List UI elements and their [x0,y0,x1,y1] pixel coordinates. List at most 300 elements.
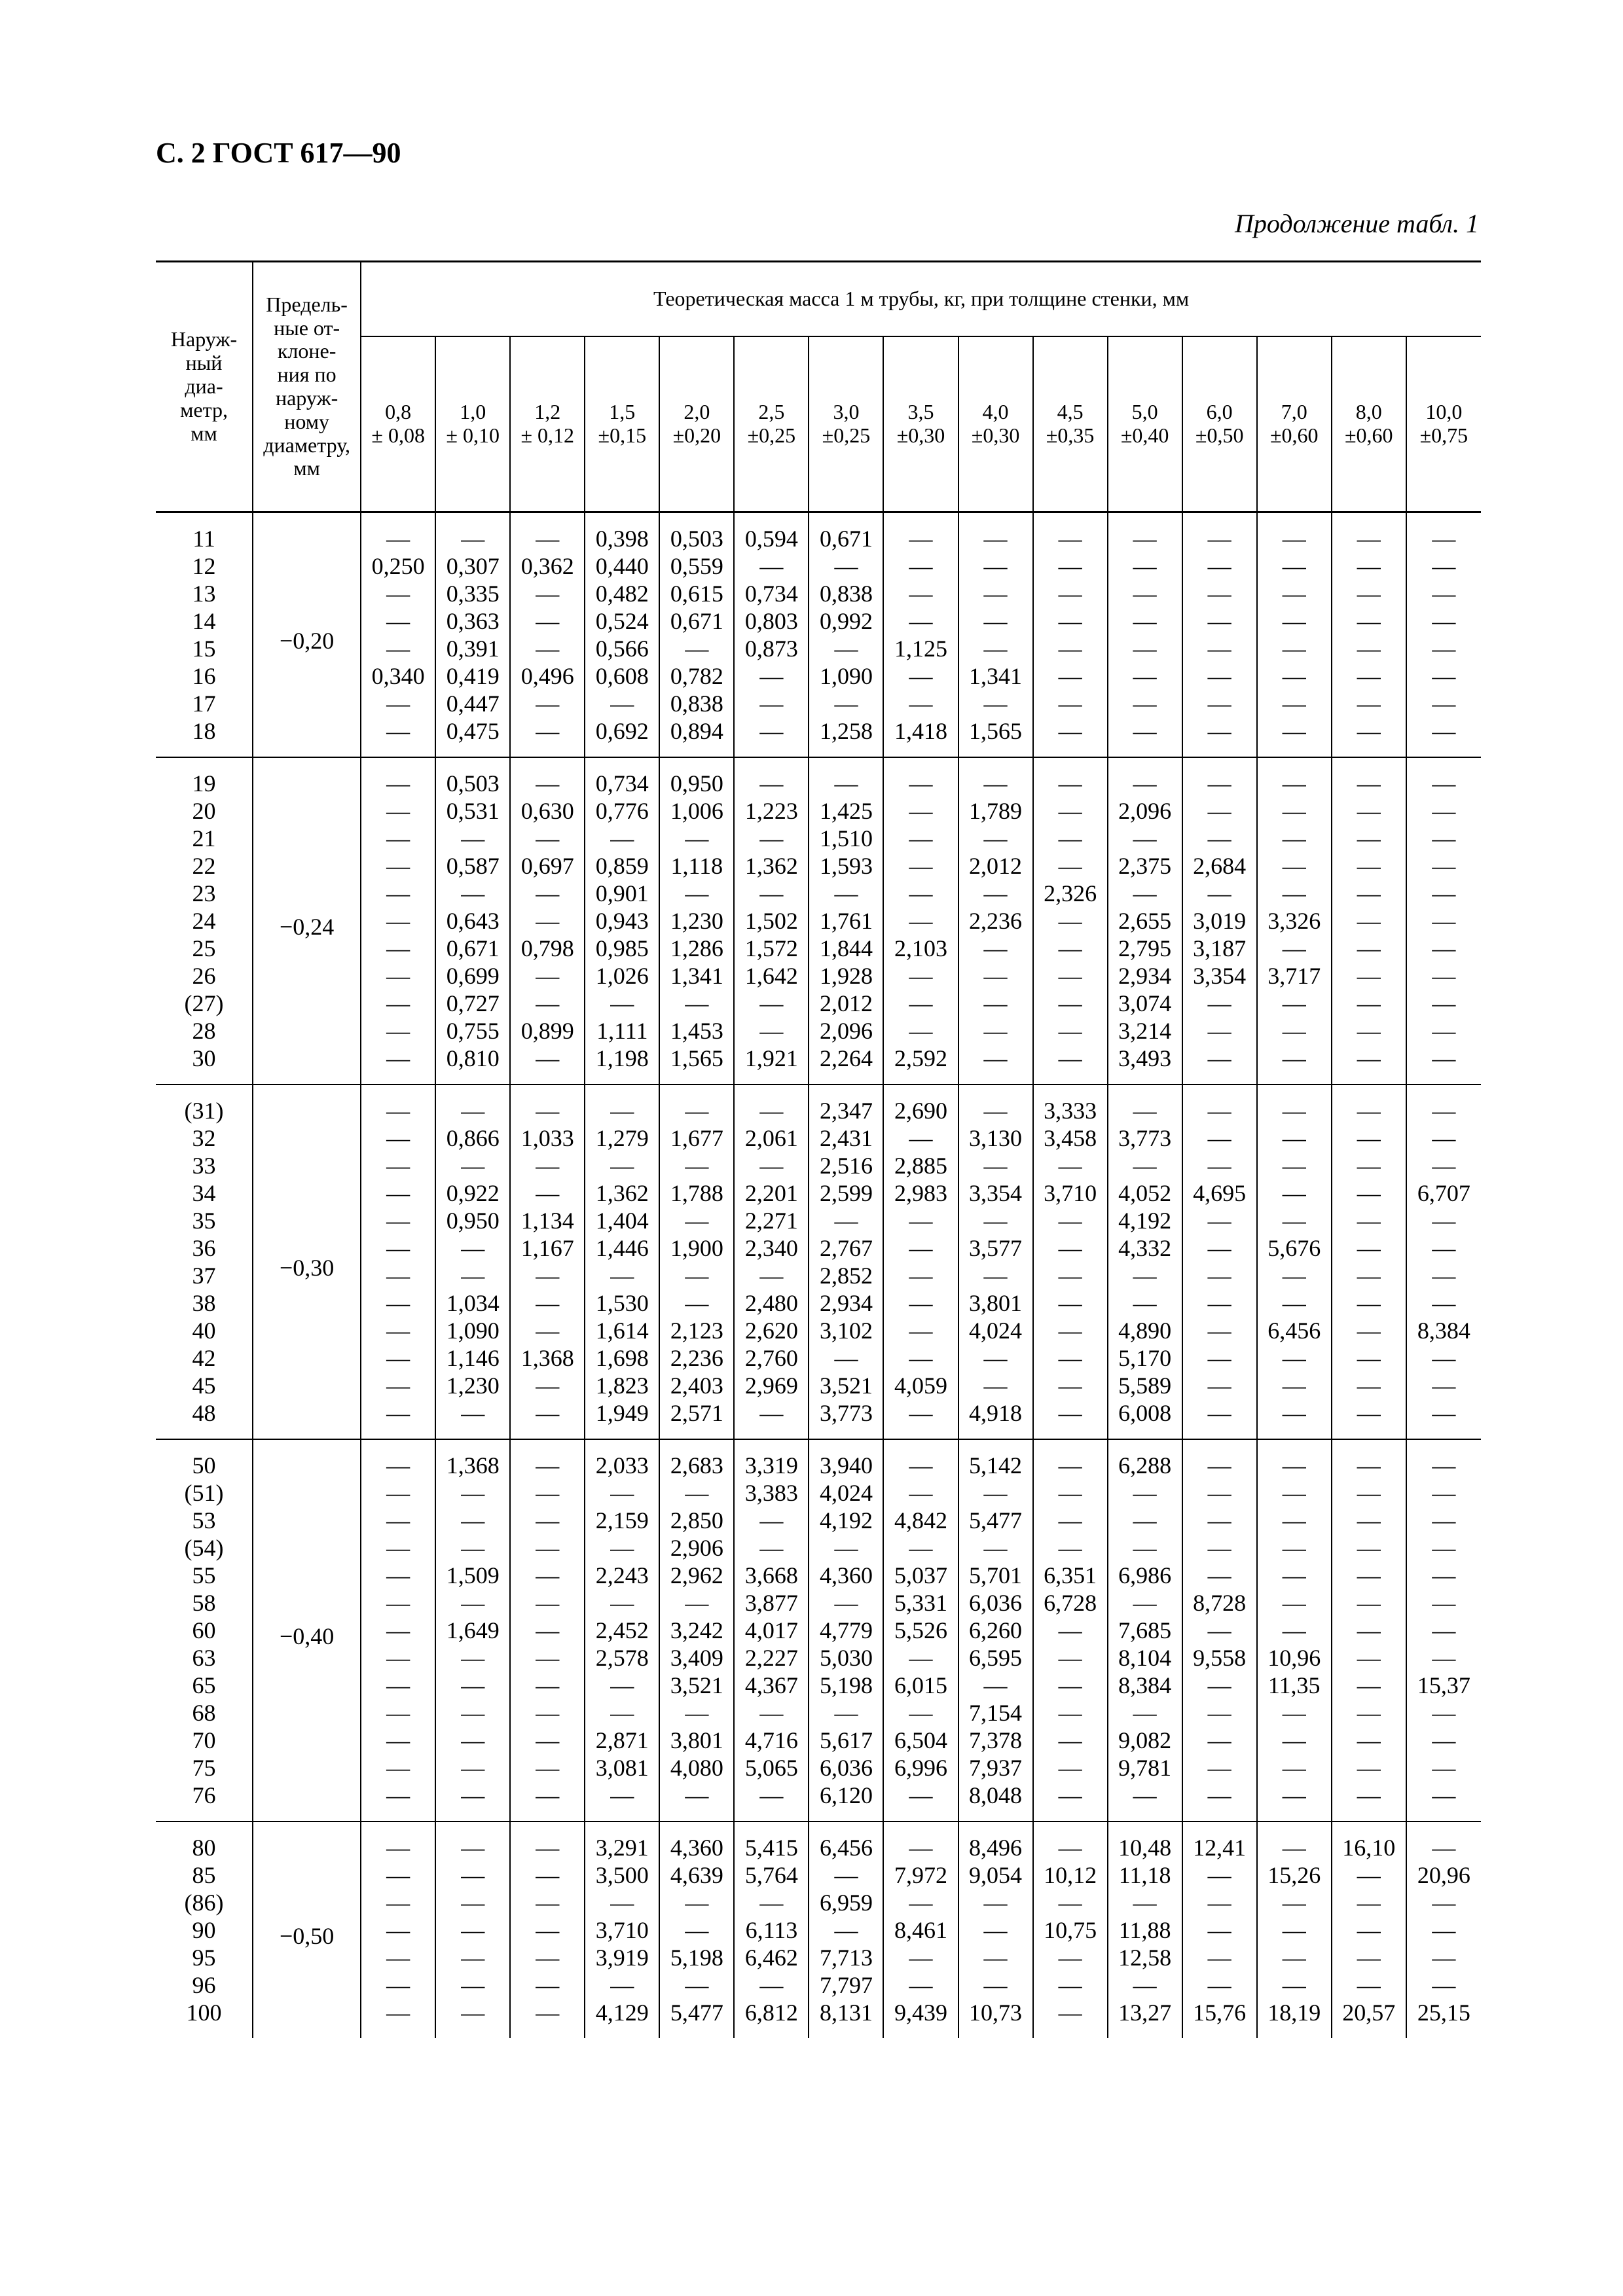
cell-mass: 0,699 [435,962,510,990]
cell-mass: — [510,1617,585,1644]
cell-mass: — [659,1152,734,1179]
cell-mass: 2,871 [585,1727,659,1754]
cell-mass: 3,019 [1182,907,1257,935]
cell-mass: — [1406,1207,1481,1234]
thickness-tolerance: ±0,15 [598,423,647,447]
cell-mass: — [1182,1234,1257,1262]
cell-mass: 1,565 [958,717,1033,757]
cell-mass: — [1182,1534,1257,1562]
cell-mass: 7,937 [958,1754,1033,1782]
header-thickness [734,336,809,512]
cell-mass: — [1332,935,1406,962]
cell-mass: — [659,1289,734,1317]
cell-mass: 1,928 [809,962,883,990]
cell-mass: — [1182,1017,1257,1045]
cell-outer-diameter: 33 [192,1153,216,1179]
cell-mass: — [1406,1344,1481,1372]
cell-mass: — [1332,1479,1406,1507]
cell-mass: 1,006 [659,797,734,825]
cell-mass: 4,639 [659,1861,734,1889]
cell-mass: — [1257,1821,1332,1861]
cell-outer-diameter: 13 [192,581,216,607]
cell-outer-diameter: 28 [192,1018,216,1044]
cell-mass: — [361,880,435,907]
cell-mass: — [883,580,958,607]
cell-mass: 2,516 [809,1152,883,1179]
cell-mass: 20,96 [1406,1861,1481,1889]
cell-mass: — [510,825,585,852]
cell-mass: 2,683 [659,1439,734,1479]
cell-mass: — [1182,1344,1257,1372]
cell-mass: — [510,1971,585,1999]
cell-mass: 2,096 [809,1017,883,1045]
cell-mass: 4,059 [883,1372,958,1399]
cell-mass: — [510,1589,585,1617]
cell-mass: — [361,1017,435,1045]
cell-mass: — [361,1179,435,1207]
cell-mass: — [1033,1045,1108,1085]
cell-mass: — [1257,1085,1332,1124]
cell-mass: — [1332,1617,1406,1644]
cell-mass: — [1406,1479,1481,1507]
cell-mass: — [1108,1534,1182,1562]
cell-mass: 0,594 [734,512,809,553]
cell-mass: — [1182,1372,1257,1399]
cell-mass: — [734,825,809,852]
cell-mass: 1,341 [659,962,734,990]
cell-mass: 0,734 [585,757,659,797]
cell-mass: 3,458 [1033,1124,1108,1152]
cell-mass: 0,608 [585,662,659,690]
cell-mass: 0,734 [734,580,809,607]
header-thickness [1257,336,1332,512]
cell-mass: — [958,1085,1033,1124]
thickness-value: 10,0 [1425,400,1463,424]
cell-mass: — [659,1916,734,1944]
cell-mass: — [361,1262,435,1289]
cell-mass: — [510,1479,585,1507]
thickness-tolerance: ±0,75 [1419,423,1468,447]
cell-mass: — [734,990,809,1017]
cell-mass: 10,96 [1257,1644,1332,1672]
cell-mass: 3,187 [1182,935,1257,962]
cell-mass: 2,431 [809,1124,883,1152]
cell-mass: — [435,1821,510,1861]
cell-mass: 4,695 [1182,1179,1257,1207]
cell-mass: — [809,1861,883,1889]
cell-mass: 8,104 [1108,1644,1182,1672]
cell-outer-diameter: 16 [192,663,216,689]
cell-mass: — [1406,1889,1481,1916]
cell-mass: — [361,690,435,717]
cell-mass: — [1182,1916,1257,1944]
cell-mass: — [1406,907,1481,935]
cell-mass: 2,760 [734,1344,809,1372]
cell-mass: — [1406,1589,1481,1617]
cell-mass: 4,024 [958,1317,1033,1344]
cell-mass: — [1033,1999,1108,2038]
thickness-tolerance: ±0,60 [1344,423,1393,447]
cell-mass: — [1033,552,1108,580]
thickness-value: 5,0 [1131,400,1158,424]
cell-mass: 2,795 [1108,935,1182,962]
cell-mass: — [659,1971,734,1999]
cell-mass: — [1332,1971,1406,1999]
cell-mass: 2,480 [734,1289,809,1317]
cell-mass: — [1108,1889,1182,1916]
cell-mass: 1,146 [435,1344,510,1372]
cell-mass: — [361,1507,435,1534]
cell-mass: 2,375 [1108,852,1182,880]
cell-mass: — [510,1889,585,1916]
cell-mass: — [958,690,1033,717]
header-diameter-deviation: Предель- ные от- клоне- ния по наруж- ному диаметру, мм [253,262,361,512]
cell-mass: — [883,662,958,690]
cell-mass: 0,524 [585,607,659,635]
cell-mass: — [1332,1317,1406,1344]
cell-diameter-deviation: −0,50 [253,1821,361,2038]
cell-mass: — [1182,990,1257,1017]
thickness-value: 6,0 [1206,400,1233,424]
cell-mass: 1,033 [510,1124,585,1152]
cell-mass: — [1182,1944,1257,1971]
cell-mass: 15,37 [1406,1672,1481,1699]
cell-mass: — [958,935,1033,962]
cell-mass: — [435,1889,510,1916]
cell-mass: — [585,1262,659,1289]
cell-mass: — [883,1644,958,1672]
cell-outer-diameter: 63 [192,1645,216,1671]
cell-mass: — [958,757,1033,797]
cell-mass: — [435,1644,510,1672]
cell-mass: 0,943 [585,907,659,935]
cell-mass: — [1257,717,1332,757]
cell-outer-diameter: 37 [192,1263,216,1289]
cell-mass: 0,566 [585,635,659,662]
cell-mass: — [1257,1754,1332,1782]
cell-mass: 0,482 [585,580,659,607]
cell-outer-diameter: 17 [192,691,216,717]
cell-mass: 2,201 [734,1179,809,1207]
header-thickness [435,336,510,512]
cell-mass: — [734,1399,809,1439]
cell-mass: — [361,1589,435,1617]
cell-mass: — [883,1017,958,1045]
cell-mass: — [435,1399,510,1439]
cell-mass: 10,12 [1033,1861,1108,1889]
cell-mass: 9,439 [883,1999,958,2038]
cell-mass: — [883,1344,958,1372]
cell-outer-diameter: 70 [192,1727,216,1753]
cell-mass: — [1257,1507,1332,1534]
cell-mass: — [1332,607,1406,635]
cell-mass: — [361,1861,435,1889]
cell-mass: — [659,1479,734,1507]
cell-mass: 0,859 [585,852,659,880]
cell-mass: 0,503 [435,757,510,797]
cell-mass: — [659,635,734,662]
cell-mass: 3,409 [659,1644,734,1672]
cell-mass: 0,440 [585,552,659,580]
cell-mass: — [361,1317,435,1344]
cell-mass: — [809,552,883,580]
cell-mass: — [1332,1916,1406,1944]
cell-mass: — [1332,1372,1406,1399]
cell-mass: — [809,1699,883,1727]
cell-mass: — [883,1124,958,1152]
cell-mass: — [1257,1344,1332,1372]
cell-mass: — [883,962,958,990]
cell-mass: 0,531 [435,797,510,825]
cell-mass: 16,10 [1332,1821,1406,1861]
cell-mass: 1,111 [585,1017,659,1045]
cell-mass: 0,335 [435,580,510,607]
cell-mass: — [1182,1672,1257,1699]
cell-mass: 4,192 [1108,1207,1182,1234]
cell-mass: — [1332,635,1406,662]
cell-outer-diameter: 96 [192,1972,216,1998]
cell-mass: — [1182,1889,1257,1916]
cell-mass: 0,671 [659,607,734,635]
cell-mass: — [809,880,883,907]
cell-mass: 0,873 [734,635,809,662]
cell-mass: 2,578 [585,1644,659,1672]
cell-mass: — [361,1439,435,1479]
cell-mass: 0,391 [435,635,510,662]
cell-mass: — [1406,717,1481,757]
page-header: С. 2 ГОСТ 617—90 [156,137,401,169]
cell-mass: 1,368 [435,1439,510,1479]
cell-mass: 0,901 [585,880,659,907]
cell-mass: — [1332,1562,1406,1589]
cell-mass: — [1406,1152,1481,1179]
cell-mass: — [1182,1207,1257,1234]
cell-mass: 1,341 [958,662,1033,690]
cell-mass: — [1257,852,1332,880]
cell-mass: — [361,1754,435,1782]
cell-mass: 5,198 [659,1944,734,1971]
cell-mass: — [734,1262,809,1289]
cell-mass: 0,899 [510,1017,585,1045]
cell-mass: — [361,1727,435,1754]
cell-mass: — [361,825,435,852]
cell-mass: 3,319 [734,1439,809,1479]
cell-outer-diameter: 23 [192,880,216,906]
cell-mass: — [1332,1289,1406,1317]
thickness-tolerance: ± 0,08 [371,423,425,447]
thickness-tolerance: ±0,60 [1269,423,1319,447]
cell-mass: — [883,1889,958,1916]
cell-mass: 0,419 [435,662,510,690]
cell-mass: 4,890 [1108,1317,1182,1344]
cell-outer-diameter: (31) [156,1085,253,1124]
cell-mass: 6,707 [1406,1179,1481,1207]
cell-mass: — [1406,1754,1481,1782]
cell-mass: — [659,1085,734,1124]
cell-mass: 25,15 [1406,1999,1481,2038]
cell-mass: — [1406,1507,1481,1534]
cell-mass: 4,360 [809,1562,883,1589]
cell-mass: — [1033,1699,1108,1727]
cell-mass: — [1182,512,1257,553]
cell-mass: — [883,552,958,580]
cell-mass: — [734,717,809,757]
cell-mass: 0,810 [435,1045,510,1085]
cell-mass: 4,129 [585,1999,659,2038]
cell-mass: 3,102 [809,1317,883,1344]
cell-mass: 6,120 [809,1782,883,1821]
cell-mass: — [1033,990,1108,1017]
cell-mass: — [1406,512,1481,553]
cell-mass: 5,477 [659,1999,734,2038]
cell-mass: — [361,1889,435,1916]
cell-outer-diameter: 26 [192,963,216,989]
cell-mass: 5,701 [958,1562,1033,1589]
cell-mass: — [435,880,510,907]
cell-mass: — [1182,1289,1257,1317]
cell-mass: — [883,825,958,852]
cell-mass: — [883,1971,958,1999]
cell-mass: — [1033,1944,1108,1971]
table-row [156,757,1481,797]
cell-mass: — [734,1699,809,1727]
cell-mass: — [958,1344,1033,1372]
cell-mass: 0,894 [659,717,734,757]
cell-mass: — [734,1889,809,1916]
cell-mass: — [361,607,435,635]
cell-mass: — [1033,1344,1108,1372]
cell-mass: — [734,1971,809,1999]
cell-mass: 1,223 [734,797,809,825]
thickness-value: 3,5 [907,400,934,424]
pipe-mass-table [156,260,1481,2038]
cell-mass: 0,363 [435,607,510,635]
cell-mass: — [958,1672,1033,1699]
cell-mass: — [1406,1372,1481,1399]
cell-mass: — [809,690,883,717]
cell-mass: 0,630 [510,797,585,825]
cell-mass: — [883,1317,958,1344]
cell-mass: 5,589 [1108,1372,1182,1399]
cell-mass: — [1257,1289,1332,1317]
cell-mass: 0,692 [585,717,659,757]
cell-mass: — [809,1916,883,1944]
cell-mass: — [361,852,435,880]
cell-mass: — [1406,690,1481,717]
cell-mass: — [510,512,585,553]
cell-mass: 2,340 [734,1234,809,1262]
cell-mass: — [883,1944,958,1971]
cell-mass: — [1182,635,1257,662]
cell-mass: — [361,990,435,1017]
cell-mass: — [1257,1534,1332,1562]
cell-mass: — [1332,1507,1406,1534]
cell-mass: 0,798 [510,935,585,962]
cell-mass: — [510,1085,585,1124]
cell-mass: — [510,1317,585,1344]
cell-mass: — [883,1234,958,1262]
cell-mass: 2,906 [659,1534,734,1562]
cell-mass: 11,88 [1108,1916,1182,1944]
cell-mass: 0,950 [435,1207,510,1234]
cell-mass: — [958,1534,1033,1562]
cell-mass: — [1182,1971,1257,1999]
cell-mass: — [1257,880,1332,907]
cell-mass: 0,475 [435,717,510,757]
cell-mass: — [361,1479,435,1507]
cell-mass: 1,565 [659,1045,734,1085]
cell-mass: — [510,1644,585,1672]
cell-mass: 1,823 [585,1372,659,1399]
cell-mass: 0,615 [659,580,734,607]
cell-mass: 2,767 [809,1234,883,1262]
cell-mass: 3,354 [958,1179,1033,1207]
cell-mass: — [1033,1372,1108,1399]
cell-mass: — [883,1821,958,1861]
cell-mass: — [958,1045,1033,1085]
cell-mass: 2,850 [659,1507,734,1534]
cell-mass: 5,065 [734,1754,809,1782]
cell-mass: 5,477 [958,1507,1033,1534]
cell-mass: — [1033,1479,1108,1507]
cell-mass: — [958,1889,1033,1916]
cell-mass: — [1182,1439,1257,1479]
cell-mass: 5,764 [734,1861,809,1889]
cell-mass: 7,685 [1108,1617,1182,1644]
cell-mass: — [1033,1889,1108,1916]
cell-mass: 2,403 [659,1372,734,1399]
thickness-value: 1,0 [460,400,486,424]
cell-mass: — [1033,962,1108,990]
cell-mass: 2,599 [809,1179,883,1207]
cell-mass: — [1182,1861,1257,1889]
cell-mass: 2,236 [659,1344,734,1372]
cell-mass: — [361,1372,435,1399]
cell-mass: — [1406,1234,1481,1262]
cell-mass: 2,264 [809,1045,883,1085]
thickness-tolerance: ±0,40 [1120,423,1169,447]
cell-mass: — [1108,825,1182,852]
cell-mass: — [361,717,435,757]
cell-mass: 3,773 [1108,1124,1182,1152]
cell-mass: 2,690 [883,1085,958,1124]
cell-mass: — [1332,1699,1406,1727]
cell-mass: — [361,1782,435,1821]
cell-mass: — [361,1534,435,1562]
cell-mass: — [361,635,435,662]
cell-mass: 7,154 [958,1699,1033,1727]
cell-outer-diameter: 100 [186,2000,222,2026]
thickness-tolerance: ± 0,10 [446,423,500,447]
cell-mass: — [1182,1479,1257,1507]
cell-mass: 6,036 [809,1754,883,1782]
cell-mass: 3,940 [809,1439,883,1479]
cell-mass: 4,716 [734,1727,809,1754]
cell-outer-diameter: 53 [192,1507,216,1534]
cell-mass: 15,76 [1182,1999,1257,2038]
cell-mass: 3,333 [1033,1085,1108,1124]
cell-mass: 12,41 [1182,1821,1257,1861]
cell-outer-diameter: 60 [192,1617,216,1643]
cell-mass: — [1033,662,1108,690]
cell-mass: — [883,1479,958,1507]
cell-mass: — [883,990,958,1017]
cell-mass: 0,755 [435,1017,510,1045]
cell-mass: — [1033,1234,1108,1262]
cell-mass: — [1332,512,1406,553]
thickness-tolerance: ±0,50 [1195,423,1244,447]
cell-mass: 1,510 [809,825,883,852]
